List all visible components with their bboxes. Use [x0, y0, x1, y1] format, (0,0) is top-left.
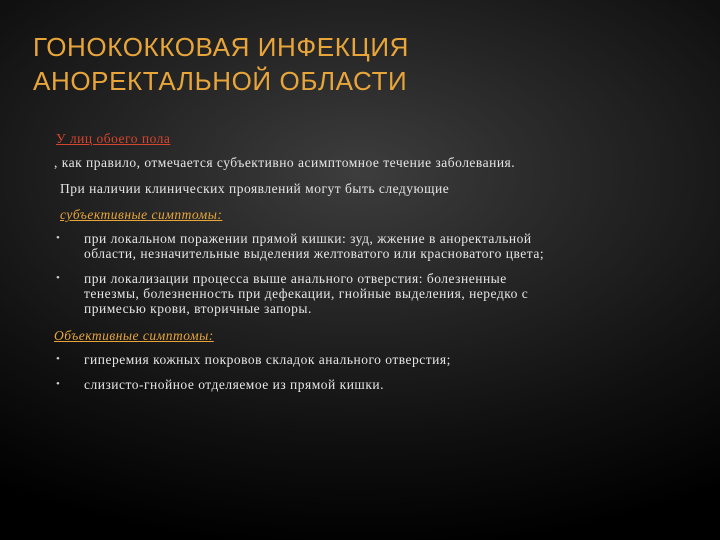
item-line: примесью крови, вторичные запоры. [84, 301, 312, 316]
subjective-heading: субъективные симптомы: [60, 207, 223, 222]
clinical-text: При наличии клинических проявлений могут быть следующие [60, 181, 450, 196]
item-line: гиперемия кожных покровов складок анального отверстия; [84, 352, 451, 367]
slide-title: ГОНОКОККОВАЯ ИНФЕКЦИЯ АНОРЕКТАЛЬНОЙ ОБЛАСТИ [33, 32, 409, 96]
bullet-icon: • [56, 353, 60, 365]
objective-item [84, 377, 654, 392]
objective-heading: Объективные симптомы: [54, 328, 214, 343]
item-line: слизисто-гнойное отделяемое из прямой кишки. [84, 377, 384, 392]
bullet-icon: • [56, 232, 60, 244]
item-line: при локализации процесса выше анального отверстия: болезненные [84, 271, 507, 286]
bullet-icon: • [56, 378, 60, 390]
intro-subject: У лиц обоего пола [56, 131, 171, 146]
subjective-item [84, 231, 654, 261]
bullet-icon: • [56, 272, 60, 284]
item-line: тенезмы, болезненность при дефекации, гнойные выделения, нередко с [84, 286, 529, 301]
item-line: области, незначительные выделения желтоватого или красноватого цвета; [84, 246, 545, 261]
item-line: при локальном поражении прямой кишки: зуд, жжение в аноректальной [84, 231, 532, 246]
subjective-item [84, 271, 654, 316]
objective-item [84, 352, 654, 367]
intro-text: , как правило, отмечается субъективно асимптомное течение заболевания. [54, 155, 516, 170]
